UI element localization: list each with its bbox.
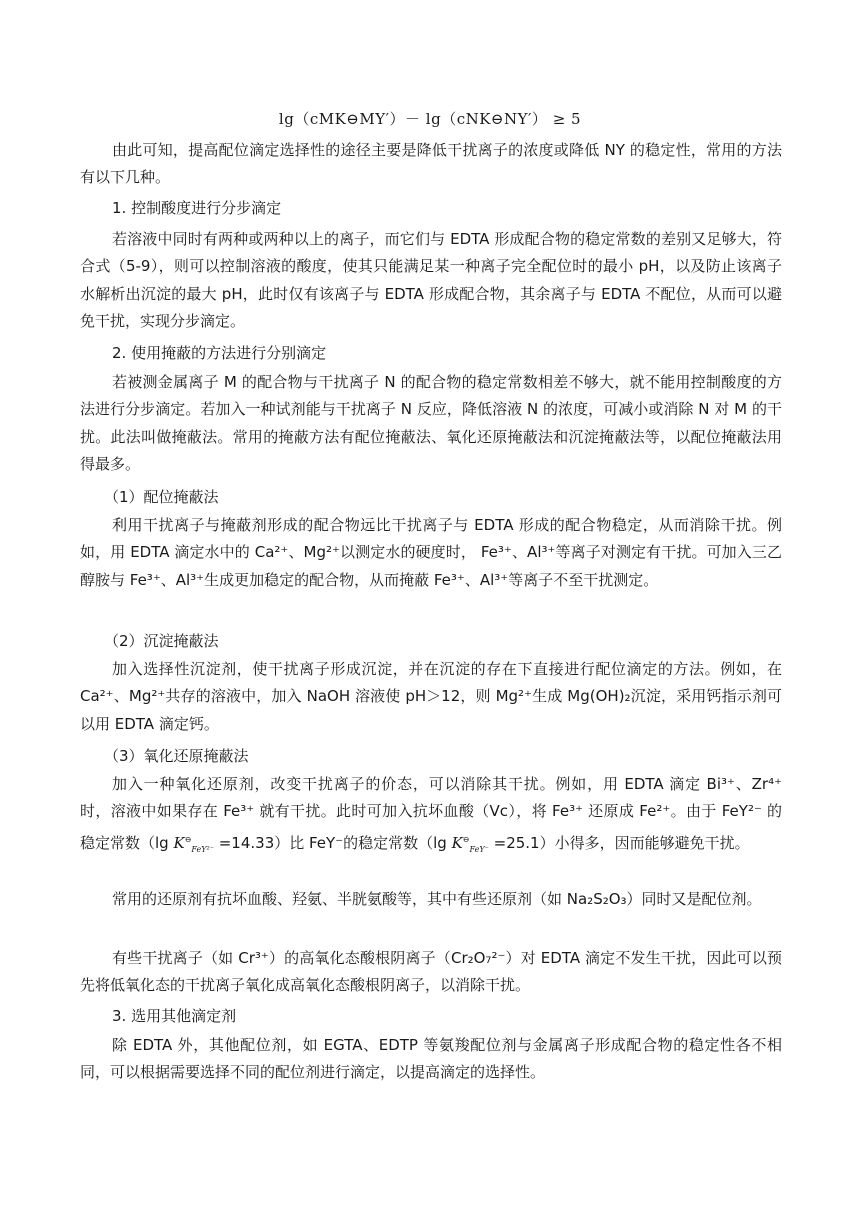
paragraph-other-titrants: 除 EDTA 外，其他配位剂，如 EGTA、EDTP 等氨羧配位剂与金属离子形成配合物的稳定性各不相同，可以根据需要选择不同的配位剂进行滴定，以提高滴定的选择性。: [80, 1036, 782, 1082]
intro-paragraph: 由此可知，提高配位滴定选择性的途径主要是降低干扰离子的浓度或降低 NY 的稳定性，常用的方法有以下几种。: [80, 141, 782, 187]
paragraph-reducing-agents: 常用的还原剂有抗坏血酸、羟氨、半胱氨酸等，其中有些还原剂（如 Na₂S₂O₃）同时又是配位剂。: [112, 890, 762, 908]
heading-redox-masking: （3）氧化还原掩蔽法: [104, 747, 249, 765]
heading-acidity-control: 1. 控制酸度进行分步滴定: [112, 199, 282, 217]
paragraph-precipitation-masking: 加入选择性沉淀剂，使干扰离子形成沉淀，并在沉淀的存在下直接进行配位滴定的方法。例如，在 Ca²⁺、Mg²⁺共存的溶液中，加入 NaOH 溶液使 pH＞12，则 Mg²⁺生成 Mg(OH)₂沉淀，采用钙指示剂可以用 EDTA 滴定钙。: [80, 660, 782, 733]
paragraph-redox-masking: [80, 771, 782, 863]
k-subscript-fey2: FeY²⁻: [191, 844, 214, 854]
heading-precipitation-masking: （2）沉淀掩蔽法: [104, 632, 219, 650]
paragraph-high-oxidation: 有些干扰离子（如 Cr³⁺）的高氧化态酸根阴离子（Cr₂O₇²⁻）对 EDTA 滴定不发生干扰，因此可以预先将低氧化态的干扰离子氧化成高氧化态酸根阴离子，以消除干扰。: [80, 949, 782, 995]
paragraph-complex-masking: 利用干扰离子与掩蔽剂形成的配合物远比干扰离子与 EDTA 形成的配合物稳定，从而消除干扰。例如，用 EDTA 滴定水中的 Ca²⁺、Mg²⁺以测定水的硬度时， Fe³⁺、Al³⁺等离子对测定有干扰。可加入三乙醇胺与 Fe³⁺、Al³⁺生成更加稳定的配合物，从而掩蔽 Fe³⁺、Al³⁺等离子不至干扰测定。: [80, 516, 782, 589]
heading-masking: 2. 使用掩蔽的方法进行分别滴定: [112, 344, 327, 362]
heading-other-titrants: 3. 选用其他滴定剂: [112, 1007, 237, 1025]
redox-text-part1: 加入一种氧化还原剂，改变干扰离子的价态，可以消除其干扰。例如，用 EDTA 滴定 Bi³⁺、Zr⁴⁺ 时，溶液中如果存在 Fe³⁺ 就有干扰。此时可加入抗坏血酸（Vc），将 Fe³⁺ 还原成 Fe²⁺。由于 FeY²⁻ 的稳定常数（lg: [80, 775, 782, 852]
redox-text-part2: =14.33）比 FeY⁻的稳定常数（lg: [213, 833, 452, 852]
redox-text-part3: =25.1）小得多，因而能够避免干扰。: [488, 833, 750, 852]
heading-complex-masking: （1）配位掩蔽法: [104, 488, 219, 506]
paragraph-masking: 若被测金属离子 M 的配合物与干扰离子 N 的配合物的稳定常数相差不够大，就不能用控制酸度的方法进行分步滴定。若加入一种试剂能与干扰离子 N 反应，降低溶液 N 的浓度，可减小或消除 N 对 M 的干扰。此法叫做掩蔽法。常用的掩蔽方法有配位掩蔽法、氧化还原掩蔽法和沉淀掩蔽法等，以配位掩蔽法用得最多。: [80, 373, 782, 474]
selectivity-formula: lg（cMK⊖MY′）－ lg（cNK⊖NY′） ≥ 5: [278, 110, 582, 128]
paragraph-acidity-control: 若溶液中同时有两种或两种以上的离子，而它们与 EDTA 形成配合物的稳定常数的差别又足够大，符合式（5-9），则可以控制溶液的酸度，使其只能满足某一种离子完全配位时的最小 pH，以及防止该离子水解析出沉淀的最大 pH，此时仅有该离子与 EDTA 形成配合物，其余离子与 EDTA 不配位，从而可以避免干扰，实现分步滴定。: [80, 230, 782, 331]
stability-constant-symbol: $K^⊖_{FeY^{2-}}$: [173, 833, 214, 854]
stability-constant-symbol: $K^⊖_{FeY^-}$: [451, 833, 489, 854]
k-subscript-fey: FeY⁻: [469, 844, 489, 854]
